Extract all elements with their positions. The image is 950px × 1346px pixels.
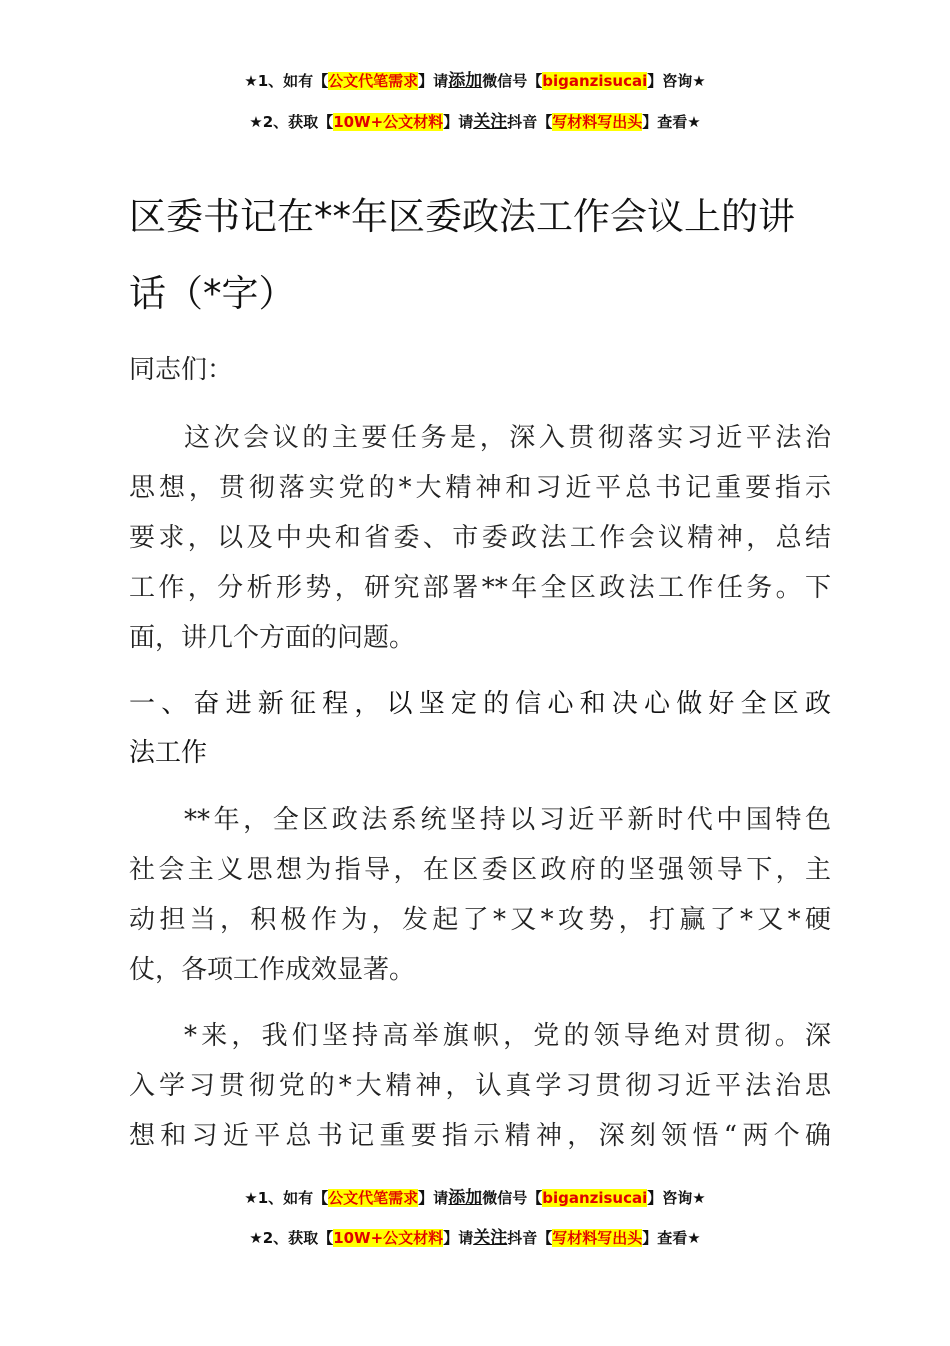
banner-text: 】请 xyxy=(443,1229,474,1247)
banner-text: 抖音【 xyxy=(507,113,553,131)
promo-banner-top-line-2 xyxy=(0,111,950,133)
paragraph-line: 动担当，积极作为，发起了*又*攻势，打赢了*又*硬 xyxy=(129,905,831,935)
banner-text: 】查看★ xyxy=(642,113,701,131)
paragraph-line: *来，我们坚持高举旗帜，党的领导绝对贯彻。深 xyxy=(184,1021,831,1051)
banner-text: 微信号【 xyxy=(482,72,543,90)
banner-text: 】请 xyxy=(418,72,449,90)
banner-highlight: 10W+公文材料 xyxy=(333,113,444,131)
banner-text: 】请 xyxy=(443,113,474,131)
banner-text: ★1、如有【 xyxy=(244,72,329,90)
douyin-id-highlight: 写材料写出头 xyxy=(552,113,643,131)
banner-text: 抖音【 xyxy=(507,1229,553,1247)
paragraph-line: 工作，分析形势，研究部署**年全区政法工作任务。下 xyxy=(129,573,831,603)
banner-emphasis: 添加 xyxy=(448,71,483,91)
banner-text: ★2、获取【 xyxy=(249,1229,334,1247)
promo-banner-top-line-1 xyxy=(0,70,950,92)
paragraph-line: **年，全区政法系统坚持以习近平新时代中国特色 xyxy=(184,805,831,835)
douyin-id-highlight: 写材料写出头 xyxy=(552,1229,643,1247)
wechat-id-highlight: biganzisucai xyxy=(542,1189,648,1207)
paragraph-line: 这次会议的主要任务是，深入贯彻落实习近平法治 xyxy=(184,423,831,453)
section-heading-line: 一、奋进新征程，以坚定的信心和决心做好全区政 xyxy=(129,689,831,719)
banner-text: ★1、如有【 xyxy=(244,1189,329,1207)
banner-text: 】请 xyxy=(418,1189,449,1207)
paragraph-line: 想和习近平总书记重要指示精神，深刻领悟“两个确 xyxy=(129,1121,831,1151)
paragraph-line: 仗，各项工作成效显著。 xyxy=(129,955,416,985)
section-heading-line: 法工作 xyxy=(129,738,208,768)
promo-banner-bottom-line-2 xyxy=(0,1227,950,1249)
document-title-line: 话（*字） xyxy=(129,272,296,315)
banner-emphasis: 关注 xyxy=(473,1228,508,1248)
salutation: 同志们： xyxy=(129,355,234,385)
paragraph-line: 社会主义思想为指导，在区委区政府的坚强领导下，主 xyxy=(129,855,831,885)
banner-text: 】查看★ xyxy=(642,1229,701,1247)
paragraph-line: 入学习贯彻党的*大精神，认真学习贯彻习近平法治思 xyxy=(129,1071,831,1101)
paragraph-line: 要求，以及中央和省委、市委政法工作会议精神，总结 xyxy=(129,523,831,553)
banner-highlight: 公文代笔需求 xyxy=(328,1189,419,1207)
banner-text: 】咨询★ xyxy=(647,72,706,90)
wechat-id-highlight: biganzisucai xyxy=(542,72,648,90)
banner-text: ★2、获取【 xyxy=(249,113,334,131)
banner-highlight: 10W+公文材料 xyxy=(333,1229,444,1247)
paragraph-line: 思想，贯彻落实党的*大精神和习近平总书记重要指示 xyxy=(129,473,831,503)
banner-text: 微信号【 xyxy=(482,1189,543,1207)
banner-text: 】咨询★ xyxy=(647,1189,706,1207)
document-title-line: 区委书记在**年区委政法工作会议上的讲 xyxy=(129,195,795,238)
banner-highlight: 公文代笔需求 xyxy=(328,72,419,90)
promo-banner-bottom-line-1 xyxy=(0,1187,950,1209)
banner-emphasis: 关注 xyxy=(473,112,508,132)
paragraph-line: 面，讲几个方面的问题。 xyxy=(129,623,416,653)
banner-emphasis: 添加 xyxy=(448,1188,483,1208)
